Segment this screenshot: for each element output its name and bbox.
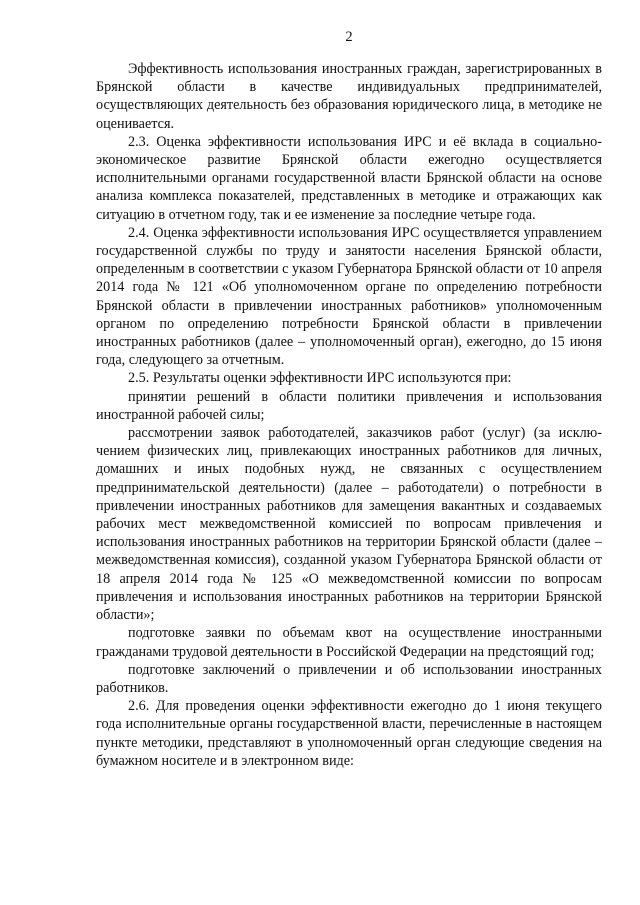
paragraph-conclusions: подготовке заключений о привлечении и об использовании иностранных работников. <box>96 661 602 696</box>
paragraph-employer-applications: рассмотрении заявок работодателей, заказчиков работ (услуг) (за исключением физических лиц, привлекающих иностранных работников для личных, домашних и иных подобных нужд, не связанных с осуществлением предпринимательской деятельности) (далее – работодатели) о потребности в привлечении иностранных работников для замещения вакантных и создаваемых рабочих мест межведомственной комиссией по вопросам привлечения и использования иностранных работников на территории Брянской области (далее – межведомственная комиссия), созданной указом Губернатора Брянской области от 18 апреля 2014 года № 125 «О межведомственной комиссии по вопросам привлечения и использования иностранных работников на территории Брянской области»; <box>96 425 602 624</box>
paragraph-2-4: 2.4. Оценка эффективности использования ИРС осуществляется управлением государственной службы по труду и занятости населения Брянской области, определенным в соответствии с указом Губернатора Брянской области от 10 апреля 2014 года № 121 «Об уполномоченном органе по определению потребности Брянской области в привлечении иностранных работников» уполномоченным органом по определению потребности Брянской области в привлечении иностранных работников (далее – уполномоченный орган), ежегодно, до 15 июня года, следующего за отчетным. <box>96 224 602 369</box>
paragraph-policy-decisions: принятии решений в области политики привлечения и использования иностранной рабочей силы; <box>96 388 602 423</box>
paragraph-foreign-entrepreneurs: Эффективность использования иностранных граждан, зарегистрированных в Брянской области в качестве индивидуальных предпринимателей, осуществляющих деятельность без образования юридического лица, в методике не оценивается. <box>96 61 602 132</box>
page-number: 2 <box>345 29 353 45</box>
paragraph-2-5: 2.5. Результаты оценки эффективности ИРС используются при: <box>128 370 512 387</box>
paragraph-2-6: 2.6. Для проведения оценки эффективности ежегодно до 1 июня текущего года исполнительные органы государственной власти, перечисленные в настоящем пункте методики, представляют в уполномоченный орган следующие сведения на бумажном носителе и в электронном виде: <box>96 698 602 769</box>
paragraph-2-3: 2.3. Оценка эффективности использования ИРС и её вклада в социально-экономическое развитие Брянской области ежегодно осуществляется исполнительными органами государственной власти Брянской области на основе анализа комплекса показателей, представленных в методике и отражающих как ситуацию в отчетном году, так и ее изменение за последние четыре года. <box>96 133 602 223</box>
paragraph-quota-application: подготовке заявки по объемам квот на осуществление иностранными гражданами трудовой деятельности в Российской Федерации на предстоящий год; <box>96 625 602 660</box>
